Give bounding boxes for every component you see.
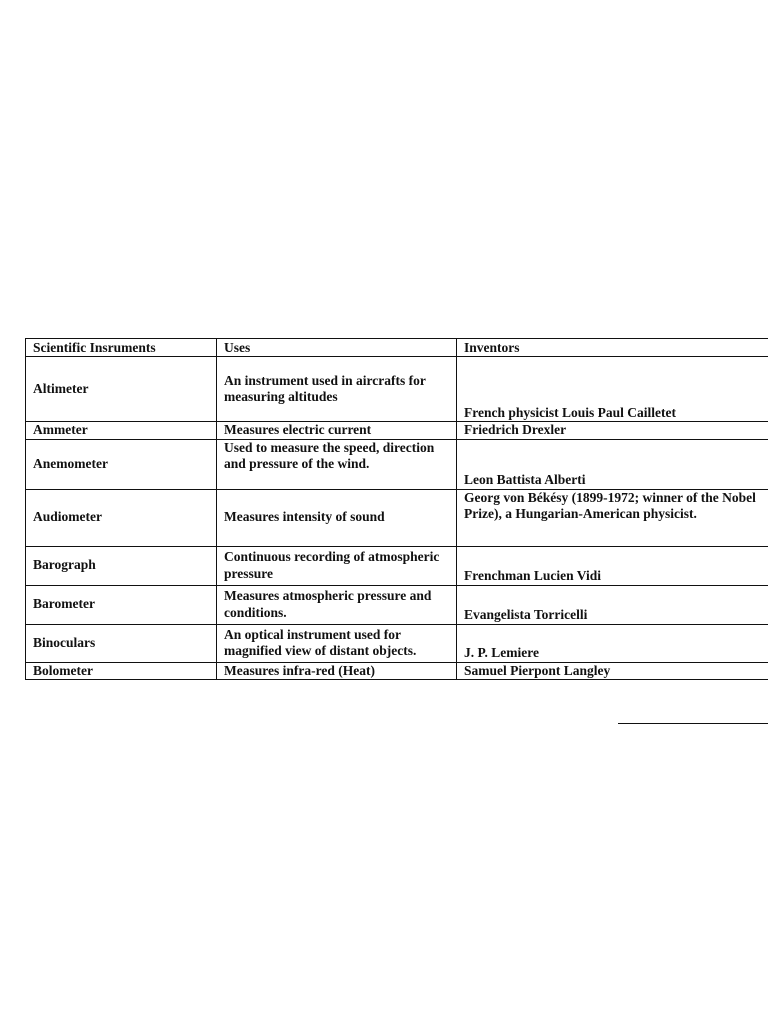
table-row xyxy=(26,439,768,489)
instrument-cell: Bolometer xyxy=(26,662,217,680)
inventor-cell: Samuel Pierpont Langley xyxy=(457,662,768,680)
inventor-cell: Leon Battista Alberti xyxy=(457,439,768,489)
inventor-cell: J. P. Lemiere xyxy=(457,624,768,662)
table-row xyxy=(26,422,768,440)
table-row xyxy=(26,357,768,422)
instrument-cell: Audiometer xyxy=(26,489,217,546)
use-cell: Continuous recording of atmospheric pressure xyxy=(217,546,457,585)
instrument-cell: Binoculars xyxy=(26,624,217,662)
inventor-cell: Frenchman Lucien Vidi xyxy=(457,546,768,585)
inventor-cell: Evangelista Torricelli xyxy=(457,585,768,624)
table-row xyxy=(26,489,768,546)
use-cell: Measures electric current xyxy=(217,422,457,440)
header-instruments: Scientific Insruments xyxy=(26,339,217,357)
document-page xyxy=(25,338,768,680)
use-cell: An instrument used in aircrafts for measuring altitudes xyxy=(217,357,457,422)
use-cell: Measures intensity of sound xyxy=(217,489,457,546)
table-row xyxy=(26,585,768,624)
instrument-cell: Anemometer xyxy=(26,439,217,489)
instrument-cell: Altimeter xyxy=(26,357,217,422)
instruments-table xyxy=(25,338,768,680)
use-cell: Measures atmospheric pressure and conditions. xyxy=(217,585,457,624)
table-row xyxy=(26,546,768,585)
inventor-cell: Friedrich Drexler xyxy=(457,422,768,440)
use-cell: An optical instrument used for magnified view of distant objects. xyxy=(217,624,457,662)
header-inventors: Inventors xyxy=(457,339,768,357)
use-cell: Used to measure the speed, direction and pressure of the wind. xyxy=(217,439,457,489)
instrument-cell: Barograph xyxy=(26,546,217,585)
instrument-cell: Ammeter xyxy=(26,422,217,440)
table-row xyxy=(26,624,768,662)
table-header-row xyxy=(26,339,768,357)
instrument-cell: Barometer xyxy=(26,585,217,624)
inventor-cell: French physicist Louis Paul Cailletet xyxy=(457,357,768,422)
footer-rule xyxy=(618,723,768,724)
header-uses: Uses xyxy=(217,339,457,357)
use-cell: Measures infra-red (Heat) xyxy=(217,662,457,680)
table-row xyxy=(26,662,768,680)
inventor-cell: Georg von Békésy (1899-1972; winner of the Nobel Prize), a Hungarian-American physicist. xyxy=(457,489,768,546)
